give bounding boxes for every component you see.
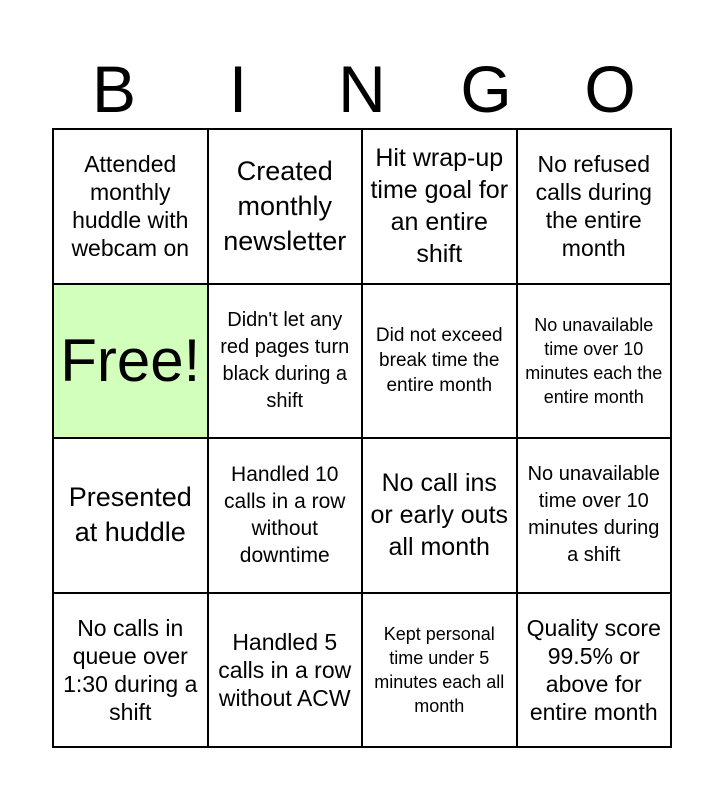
bingo-cell[interactable] <box>53 129 208 284</box>
bingo-cell[interactable] <box>517 129 672 284</box>
cell-text: Handled 5 calls in a row without ACW <box>218 628 352 711</box>
bingo-cell[interactable] <box>362 284 517 439</box>
cell-text: Presented at huddle <box>68 482 192 548</box>
bingo-cell[interactable] <box>208 129 363 284</box>
bingo-cell[interactable] <box>362 438 517 593</box>
cell-text: Quality score 99.5% or above for entire month <box>526 614 661 725</box>
header-letter-i: I <box>228 52 248 126</box>
cell-text: Created monthly newsletter <box>223 155 347 256</box>
bingo-header <box>52 52 672 126</box>
bingo-cell[interactable] <box>362 593 517 748</box>
cell-text: Handled 10 calls in a row without downtime <box>224 463 346 568</box>
cell-text: Kept personal time under 5 minutes each all month <box>374 623 505 716</box>
cell-text: No unavailable time over 10 minutes each the entire month <box>525 314 663 407</box>
cell-text: No refused calls during the entire month <box>535 151 652 262</box>
cell-text: No calls in queue over 1:30 during a shift <box>63 614 198 725</box>
bingo-cell[interactable] <box>208 284 363 439</box>
cell-text: Hit wrap-up time goal for an entire shift <box>370 144 509 269</box>
bingo-cell[interactable] <box>53 438 208 593</box>
bingo-cell[interactable] <box>517 284 672 439</box>
header-letter-b: B <box>91 52 137 126</box>
cell-text: No unavailable time over 10 minutes during a shift <box>527 463 660 567</box>
bingo-cell[interactable] <box>53 593 208 748</box>
bingo-cell[interactable] <box>517 438 672 593</box>
cell-text: No call ins or early outs all month <box>370 469 509 562</box>
bingo-grid <box>52 128 672 748</box>
header-letter-g: G <box>460 52 512 126</box>
header-letter-n: N <box>338 52 386 126</box>
cell-text: Free! <box>60 326 201 394</box>
bingo-cell[interactable] <box>208 438 363 593</box>
bingo-cell[interactable] <box>208 593 363 748</box>
cell-text: Did not exceed break time the entire month <box>375 325 503 397</box>
free-cell[interactable] <box>53 284 208 439</box>
cell-text: Didn't let any red pages turn black during a shift <box>220 308 350 412</box>
bingo-cell[interactable] <box>362 129 517 284</box>
header-letter-o: O <box>584 52 636 126</box>
bingo-cell[interactable] <box>517 593 672 748</box>
cell-text: Attended monthly huddle with webcam on <box>71 151 190 262</box>
